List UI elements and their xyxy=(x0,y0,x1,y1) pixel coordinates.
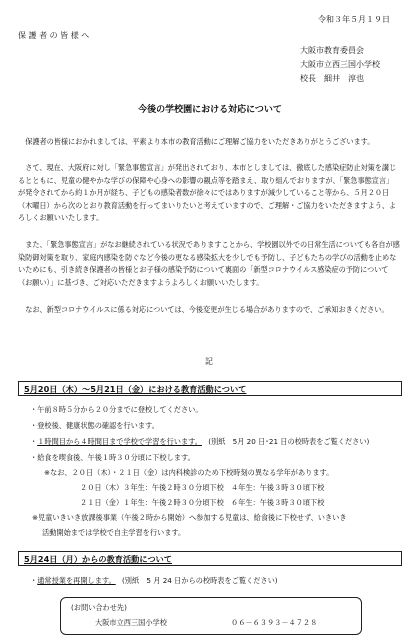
section1-item-3: １時間目から４時間目まで学校で学習を行います。 xyxy=(37,437,202,446)
sender-principal: 校長 細井 淳也 xyxy=(300,74,364,83)
paragraph-emergency: さて、現在、大阪府に対し「緊急事態宣言」が発出されており、本市としましては、徹底した感染症防止対策を講じるとともに、児童の健やかな学びの保障や心身への影響の観点等を踏まえ、取り組んでおりますが、「緊急事態宣言」が発令されてから約１か月が経ち、子どもの感染者数が徐々にではありますが減少していること等から、５月２０日（木曜日）から次のとおり教育活動を行ってまいりたいと考えていますので、ご理解・ご協力をいただきますよう、よろしくお願いいたします。 xyxy=(18,163,397,223)
section1-heading-text: 5月20日（木）～5月21日（金）における教育活動について xyxy=(24,384,247,394)
section2-item: 通常授業を再開します。 xyxy=(37,576,116,585)
paragraph-prevention: また、「緊急事態宣言」がなお継続されている状況でありますことから、学校園以外での日常生活についても各自が感染防御対策を取り、家庭内感染を防ぐなど今後の更なる感染拡大を少しでも予防し、子どもたちの学びの活動を止めないためにも、引き続き保護者の皆様とお子様の感染予防について裏面の「新型コロナウイルス感染症の予防について（お願い）」に基づき、ご対応いただきますようよろしくお願いいたします。 xyxy=(18,240,400,287)
page-title: 今後の学校園における対応について xyxy=(138,105,282,115)
section2-item-note: (別紙 5 月 24 日からの校時表をご覧ください) xyxy=(122,576,278,585)
section1-note-intro: ※なお、２０日（木）・２１日（金）は内科検診のため下校時刻の異なる学年があります。 xyxy=(44,468,334,477)
section2-item-row: ・通常授業を再開します。 (別紙 5 月 24 日からの校時表をご覧ください) xyxy=(30,576,278,585)
section1-item-4: ・ 給食を喫食後、午後１時３０分頃に下校します。 xyxy=(30,452,195,463)
section1-item-2: ・ 登校後、健康状態の確認を行います。 xyxy=(30,420,159,431)
section1-note2-line1: ※児童いきいき放課後事業（午後２時から開始）へ参加する児童は、給食後に下校せず、いきいき xyxy=(32,513,347,522)
section2-heading-text: 5月24日（月）からの教育活動について xyxy=(24,554,172,564)
contact-box xyxy=(60,597,362,635)
section1-item-3-note: (別紙 5月 20 日･21 日の校時表をご覧ください) xyxy=(208,437,370,446)
section1-note2-line2: 活動開始までは学校で自主学習を行います。 xyxy=(42,528,186,537)
contact-label: (お問い合わせ先) xyxy=(71,603,127,612)
section1-item-3-row: ・１時間目から４時間目まで学校で学習を行います。 (別紙 5月 20 日･21 日の校時表をご覧ください) xyxy=(30,437,370,446)
paragraph-greeting: 保護者の皆様におかれましては、平素より本市の教育活動にご理解ご協力をいただきありがとうございます。 xyxy=(25,137,375,146)
paragraph-changes: なお、新型コロナウイルスに係る対応については、今後変更が生じる場合がありますので、ご承知おきください。 xyxy=(25,305,389,314)
sender-org: 大阪市教育委員会 xyxy=(300,46,364,55)
schedule-row-21: ２１日（金）１年生：午後２時３０分頃下校 ６年生：午後３時３０頃下校 xyxy=(80,498,325,507)
addressee: 保 護 者 の 皆 様 へ xyxy=(18,31,90,40)
section2-heading xyxy=(18,551,402,566)
ki-mark: 記 xyxy=(205,357,213,366)
contact-school: 大阪市立西三国小学校 xyxy=(95,618,167,627)
schedule-row-20: ２０日（木）３年生：午後２時３０分頃下校 ４年生：午後３時３０頃下校 xyxy=(80,483,325,492)
date: 令和３年５月１９日 xyxy=(318,15,390,24)
sender-school: 大阪市立西三国小学校 xyxy=(300,60,380,69)
section1-item-1: ・ 午前８時５分から２０分までに登校してください。 xyxy=(30,404,203,415)
section1-heading xyxy=(18,381,402,396)
contact-phone: ０６－６３９３－４７２８ xyxy=(231,618,318,627)
